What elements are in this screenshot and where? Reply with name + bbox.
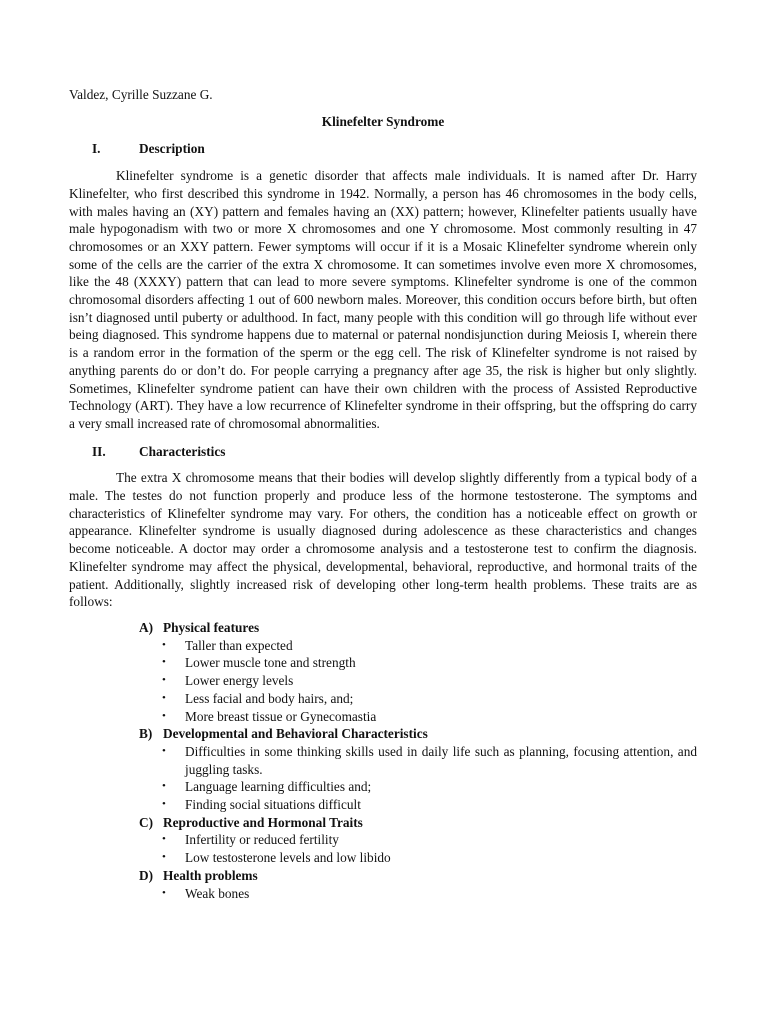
bullet-icon: • bbox=[162, 744, 166, 757]
trait-letter: C) bbox=[139, 814, 154, 830]
list-item: • Language learning difficulties and; bbox=[162, 779, 372, 795]
characteristics-paragraph: The extra X chromosome means that their bodies will develop slightly differently from a typical body of a male. The testes do not function properly and produce less of the hormone testosterone. The symptoms and characteristics of Klinefelter syndrome may vary. For others, the condition has a noticeable effect on growth or appearance. Klinefelter syndrome is usually diagnosed during adolescence as these characteristics and changes become noticeable. A doctor may order a chromosome analysis and a testosterone test to confirm the diagnosis. Klinefelter syndrome may affect the physical, developmental, behavioral, reproductive, and hormonal traits of the patient. Additionally, slightly increased risk of developing other long-term health problems. These traits are as follows: bbox=[69, 470, 697, 610]
trait-category bbox=[139, 725, 697, 743]
trait-category bbox=[139, 619, 697, 637]
trait-letter: D) bbox=[139, 867, 154, 883]
trait-label: Physical features bbox=[163, 619, 260, 635]
bullet-icon: • bbox=[162, 851, 166, 864]
bullet-list bbox=[139, 743, 697, 814]
section-title: Description bbox=[139, 141, 205, 157]
bullet-list bbox=[139, 885, 697, 903]
trait-list bbox=[139, 619, 697, 902]
bullet-icon: • bbox=[162, 638, 166, 651]
list-item: • Less facial and body hairs, and; bbox=[162, 690, 354, 706]
section-title: Characteristics bbox=[139, 443, 226, 459]
list-item: • Low testosterone levels and low libido bbox=[162, 850, 391, 866]
bullet-icon: • bbox=[162, 691, 166, 704]
trait-letter: B) bbox=[139, 726, 153, 742]
trait-category bbox=[139, 867, 697, 885]
trait-letter: A) bbox=[139, 619, 154, 635]
description-paragraph: Klinefelter syndrome is a genetic disorder that affects male individuals. It is named after Dr. Harry Klinefelter, who first described this syndrome in 1942. Normally, a person has 46 chromosomes in the body cells, with males having an (XY) pattern and females having an (XX) pattern; however, Klinefelter patients usually have male hypogonadism with two or more X chromosomes and one Y chromosome. Most commonly resulting in 47 chromosomes or an XXY pattern. Fewer symptoms will occur if it is a Mosaic Klinefelter syndrome wherein only some of the cells are the carrier of the extra X chromosome. It can sometimes involve even more X chromosomes, like the 48 (XXXY) pattern that can lead to more severe symptoms. Klinefelter syndrome is one of the common chromosomal disorders affecting 1 out of 600 newborn males. Moreover, this condition occurs before birth, but often isn’t diagnosed until puberty or adulthood. In fact, many people with this condition will go through life without ever being diagnosed. This syndrome happens due to maternal or paternal nondisjunction during Meiosis I, wherein there is a random error in the formation of the sperm or the egg cell. The risk of Klinefelter syndrome is not raised by anything parents do or don’t do. For people carrying a pregnancy after age 35, the risk is higher but only slightly. Sometimes, Klinefelter syndrome patient can have their own children with the process of Assisted Reproductive Technology (ART). They have a low recurrence of Klinefelter syndrome in their offspring, but the offspring do carry a very small increased rate of chromosomal abnormalities. bbox=[69, 168, 697, 431]
trait-category bbox=[139, 814, 697, 832]
list-item: • Weak bones bbox=[162, 885, 250, 901]
bullet-icon: • bbox=[162, 886, 166, 899]
trait-group-health bbox=[139, 867, 697, 902]
bullet-list bbox=[139, 637, 697, 726]
document-title: Klinefelter Syndrome bbox=[321, 113, 445, 129]
list-item: • Infertility or reduced fertility bbox=[162, 832, 339, 848]
author-name: Valdez, Cyrille Suzzane G. bbox=[69, 87, 213, 102]
bullet-list bbox=[139, 831, 697, 866]
section-heading-characteristics bbox=[69, 443, 697, 461]
list-item: • Lower energy levels bbox=[162, 673, 294, 689]
trait-label: Developmental and Behavioral Characteristics bbox=[163, 726, 428, 742]
section-numeral: I. bbox=[92, 141, 101, 157]
bullet-icon: • bbox=[162, 780, 166, 793]
section-heading-description bbox=[69, 140, 697, 158]
bullet-icon: • bbox=[162, 798, 166, 811]
trait-group-reproductive bbox=[139, 814, 697, 867]
bullet-icon: • bbox=[162, 709, 166, 722]
section-numeral: II. bbox=[92, 443, 106, 459]
bullet-icon: • bbox=[162, 833, 166, 846]
trait-group-developmental bbox=[139, 725, 697, 814]
list-item: • More breast tissue or Gynecomastia bbox=[162, 708, 377, 724]
list-item: • Taller than expected bbox=[162, 637, 293, 653]
trait-group-physical bbox=[139, 619, 697, 725]
trait-label: Reproductive and Hormonal Traits bbox=[163, 814, 363, 830]
list-item: • Lower muscle tone and strength bbox=[162, 655, 356, 671]
bullet-icon: • bbox=[162, 674, 166, 687]
document-body bbox=[69, 86, 697, 902]
list-item: • Finding social situations difficult bbox=[162, 797, 361, 813]
bullet-icon: • bbox=[162, 656, 166, 669]
trait-label: Health problems bbox=[163, 867, 258, 883]
list-item: • Difficulties in some thinking skills used in daily life such as planning, focusing attention, and juggling tasks. bbox=[162, 743, 697, 777]
